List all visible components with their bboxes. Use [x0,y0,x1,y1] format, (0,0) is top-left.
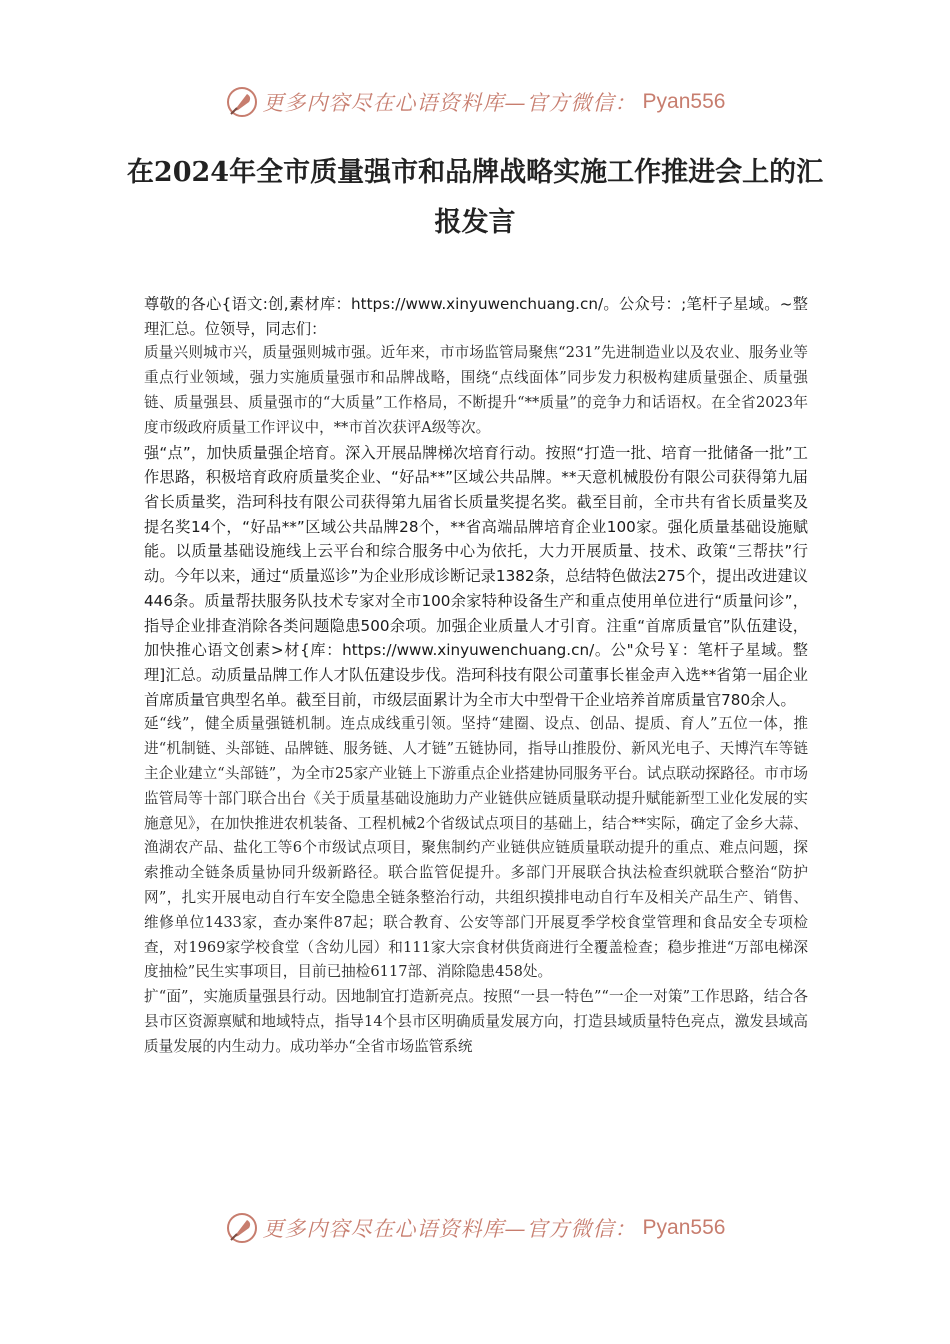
paragraph-extend-lines: 延“线”，健全质量强链机制。连点成线重引领。坚持“建圈、设点、创品、提质、育人”五位一体，推进“机制链、头部链、品牌链、服务链、人才链”五链协同，指导山推股份、新风光电子、天博汽车等链主企业建立“头部链”，为全市25家产业链上下游重点企业搭建协同服务平台。试点联动探路径。市市场监管局等十部门联合出台《关于质量基础设施助力产业链供应链质量联动提升赋能新型工业化发展的实施意见》，在加快推进农机装备、工程机械2个省级试点项目的基础上，结合**实际，确定了金乡大蒜、渔湖农产品、盐化工等6个市级试点项目，聚焦制约产业链供应链质量联动提升的重点、难点问题，探索推动全链条质量协同升级新路径。联合监管促提升。多部门开展联合执法检查织就联合整治“防护网”，扎实开展电动自行车安全隐患全链条整治行动，共组织摸排电动自行车及相关产品生产、销售、维修单位1433家，查办案件87起；联合教育、公安等部门开展夏季学校食堂管理和食品安全专项检查，对1969家学校食堂（含幼儿园）和111家大宗食材供货商进行全覆盖检查；稳步推进“万部电梯深度抽检”民生实事项目，目前已抽检6117部、消除隐患458处。 [144,715,808,981]
paragraph-intro: 质量兴则城市兴，质量强则城市强。近年来，市市场监管局聚焦“231”先进制造业以及农业、服务业等重点行业领域，强力实施质量强市和品牌战略，围绕“点线面体”同步发力积极构建质量强企、质量强链、质量强县、质量强市的“大质量”工作格局，不断提升“**质量”的竞争力和话语权。在全省2023年度市级政府质量工作评议中，**市首次获评A级等次。 [144,344,808,436]
footer-banner [0,1208,950,1248]
feather-pen-logo-icon [225,1211,259,1245]
header-banner [0,82,950,122]
banner-text: 更多内容尽在心语资料库—官方微信： [262,91,637,115]
feather-pen-logo-icon [225,85,259,119]
paragraph-greeting: 尊敬的各心{语文:创,素材库：https://www.xinyuwenchuang.cn/。公众号：;笔杆子星域。~整理汇总。位领导，同志们： [144,295,808,338]
banner-text: 更多内容尽在心语资料库—官方微信： [262,1217,637,1241]
banner-wechat-handle: Pyan556 [642,1216,726,1239]
document-body [144,292,808,1059]
paragraph-strengthen-points: 强“点”，加快质量强企培育。深入开展品牌梯次培育行动。按照“打造一批、培育一批储备一批”工作思路，积极培育政府质量奖企业、“好品**”区域公共品牌。**天意机械股份有限公司获得第九届省长质量奖，浩珂科技有限公司获得第九届省长质量奖提名奖。截至目前，全市共有省长质量奖及提名奖14个，“好品**”区域公共品牌28个，**省高端品牌培育企业100家。强化质量基础设施赋能。以质量基础设施线上云平台和综合服务中心为依托，大力开展质量、技术、政策“三帮扶”行动。今年以来，通过“质量巡诊”为企业形成诊断记录1382条，总结特色做法275个，提出改进建议446条。质量帮扶服务队技术专家对全市100余家特种设备生产和重点使用单位进行“质量问诊”，指导企业排查消除各类问题隐患500余项。加强企业质量人才引育。注重“首席质量官”队伍建设，加快推心语文创素>材{库：https://www.xinyuwenchuang.cn/。公"众号￥：笔杆子星域。整理]汇总。动质量品牌工作人才队伍建设步伐。浩珂科技有限公司董事长崔金声入选**省第一届企业首席质量官典型名单。截至目前，市级层面累计为全市大中型骨干企业培养首席质量官780余人。 [144,443,808,709]
page-title: 在2024年全市质量强市和品牌战略实施工作推进会上的汇报发言 [126,157,824,238]
banner-wechat-handle: Pyan556 [642,90,726,113]
paragraph-expand-surface: 扩“面”，实施质量强县行动。因地制宜打造新亮点。按照“一县一特色”“一企一对策”工作思路，结合各县市区资源禀赋和地域特点，指导14个县市区明确质量发展方向，打造县域质量特色亮点，激发县域高质量发展的内生动力。成功举办“全省市场监管系统 [144,988,808,1055]
